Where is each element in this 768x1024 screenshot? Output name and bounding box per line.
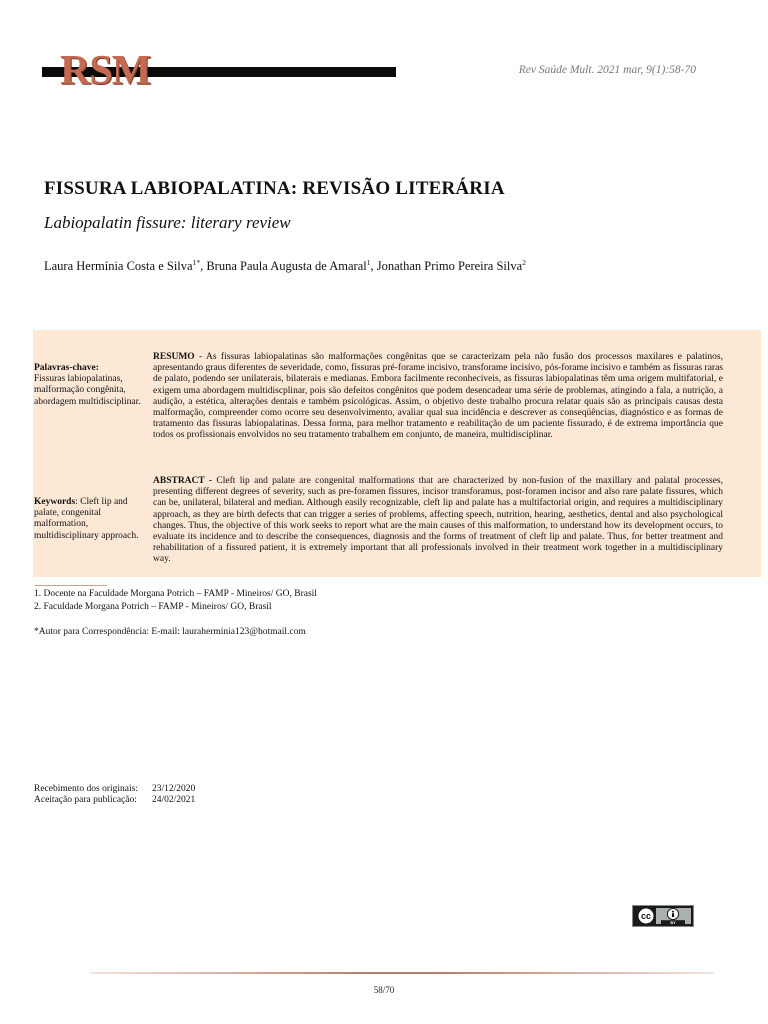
footnote-2: 2. Faculdade Morgana Potrich – FAMP - Mineiros/ GO, Brasil	[34, 602, 272, 612]
keywords-en-text: : Cleft lip and palate, congenital malformation, multidisciplinary approach.	[34, 497, 139, 541]
abstract-text: Cleft lip and palate are congenital malformations that are characterized by non-fusion of the maxillary and palatal processes, presenting different degrees of severity, such as pre-foramen fissures, incisor transforamus, post-foramen incisor and also rare palate fissures, which can be, unilateral, bilateral and median. Although easily recognizable, cleft lip and palate has a multifactorial origin, and requires a multidisciplinary approach, as they are birth defects that can trigger a series of problems, affecting speech, nutrition, hearing, aesthetics, dental and also psychological changes. Thus, the objective of this work seeks to report what are the main causes of this malformation, to understand how its development occurs, to evaluate its incidence and to describe the consequences, diagnosis and the forms of treatment of cleft lip and palate. Thus, for better treatment and rehabilitation of a fissured patient, it is extremely important that all professionals involved in their treatment work together in a multidisciplinary way.	[153, 476, 724, 565]
article-subtitle: Labiopalatin fissure: literary review	[44, 213, 291, 232]
keywords-pt-text: Fissuras labiopalatinas, malformação congênita, abordagem multidisciplinar.	[34, 374, 141, 407]
abstract-paragraph	[153, 476, 723, 566]
submission-dates	[34, 784, 195, 807]
page-number: 58/70	[373, 985, 395, 995]
author-2: Bruna Paula Augusta de Amaral$^1$,	[206, 258, 377, 274]
abstract-label: ABSTRACT -	[153, 476, 213, 486]
resumo-label: RESUMO	[153, 352, 195, 362]
svg-text:cc: cc	[640, 911, 652, 922]
correspondence-note: *Autor para Correspondência: E-mail: lauraherminia123@hotmail.com	[34, 627, 306, 637]
footnote-rule	[35, 585, 107, 586]
resumo-paragraph	[153, 352, 723, 442]
svg-text:BY: BY	[670, 920, 676, 925]
keywords-pt-label: Palavras-chave:	[34, 363, 99, 373]
author-list	[44, 258, 526, 274]
author-1: Laura Hermínia Costa e Silva$^{1*}$,	[44, 258, 207, 274]
accepted-row: Aceitação para publicação: 24/02/2021	[34, 795, 196, 806]
footnote-1: 1. Docente na Faculdade Morgana Potrich – FAMP - Mineiros/ GO, Brasil	[34, 589, 317, 599]
cc-by-icon[interactable]	[632, 905, 694, 927]
footer-rule	[90, 972, 714, 974]
keywords-en-label: Keywords	[34, 497, 76, 507]
journal-logo: RSM	[60, 48, 151, 94]
resumo-text: - As fissuras labiopalatinas são malformações congênitas que se caracterizam pela não fusão dos processos maxilares e palatinos, apresentando graus diferentes de severidade, como, fissuras pré-forame incisivo, transforame incisivo, pós-forame incisivo e também as fissuras raras de palato, podendo ser unilaterais, bilaterais e medianas. Embora facilmente reconhecíveis, as fissuras labiopalatinas têm uma origem multifatorial, e exigem uma abordagem multidiscplinar, pois são defeitos congênitos que podem desencadear uma série de problemas, atingindo a fala, a nutrição, a audição, a estética, alterações dentais e também psicológicas. Assim, o objetivo deste trabalho procura relatar quais são as principais causas desta malformação, compreender como ocorre seu desenvolvimento, avaliar qual sua incidência e descrever as conseqüências, diagnóstico e as formas de tratamento das fissuras labiopalatinas. Dessa forma, para melhor tratamento e reabilitação de um paciente fissurado, é de extrema importância que todos os profissionais envolvidos no seu tratamento trabalhem em conjunto, de maneira, multidisciplinar.	[153, 352, 723, 441]
received-row: Recebimento dos originais: 23/12/2020	[34, 784, 196, 794]
article-title: FISSURA LABIOPALATINA: REVISÃO LITERÁRIA	[44, 178, 505, 199]
cc-by-graphic	[633, 906, 693, 926]
author-3: Jonathan Primo Pereira Silva$^2$	[376, 258, 526, 274]
keywords-en	[34, 497, 142, 542]
keywords-pt	[34, 363, 142, 408]
journal-citation: Rev Saúde Mult. 2021 mar, 9(1):58-70	[518, 64, 696, 76]
